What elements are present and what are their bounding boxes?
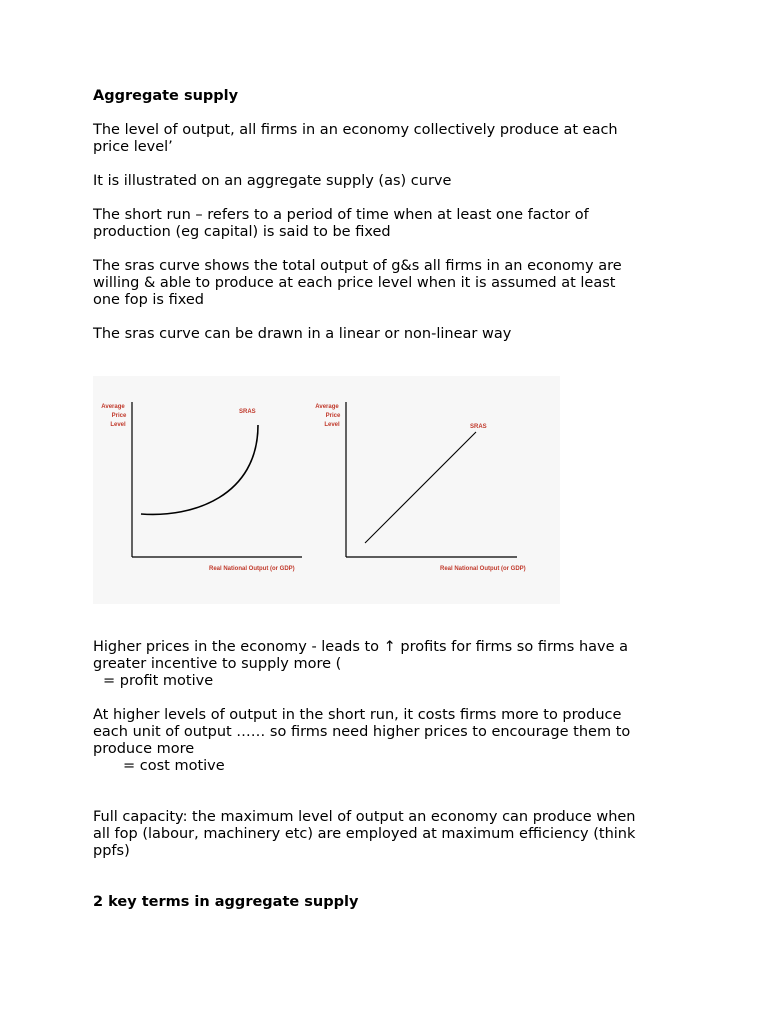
right-sras-label: SRAS xyxy=(470,424,487,430)
full-capacity-line-3: ppfs) xyxy=(93,843,130,859)
short-run-line-1: The short run – refers to a period of time when at least one factor of xyxy=(93,207,589,223)
left-y-label-2: Price xyxy=(111,413,127,419)
left-y-label-1: Average xyxy=(101,404,125,410)
higher-prices-line-1: Higher prices in the economy - leads to ↑ profits for firms so firms have a xyxy=(93,639,629,655)
right-y-label-3: Level xyxy=(324,422,340,428)
sras-line-1: The sras curve shows the total output of g&s all firms in an economy are xyxy=(93,258,622,274)
left-sras-label: SRAS xyxy=(239,409,256,415)
cost-line-1: At higher levels of output in the short run, it costs firms more to produce xyxy=(93,707,622,723)
page-title: Aggregate supply xyxy=(93,88,239,104)
full-capacity-line-2: all fop (labour, machinery etc) are employed at maximum efficiency (think xyxy=(93,826,636,842)
right-sras-line xyxy=(365,432,476,543)
drawn-text: The sras curve can be drawn in a linear or non-linear way xyxy=(93,326,512,342)
definition-line-1: The level of output, all firms in an economy collectively produce at each xyxy=(93,122,618,138)
illustrated-text: It is illustrated on an aggregate supply (as) curve xyxy=(93,173,452,189)
cost-motive: = cost motive xyxy=(123,758,225,774)
profit-motive: = profit motive xyxy=(103,673,214,689)
cost-line-2: each unit of output …… so firms need higher prices to encourage them to xyxy=(93,724,631,740)
sras-line-2: willing & able to produce at each price level when it is assumed at least xyxy=(93,275,616,291)
cost-line-3: produce more xyxy=(93,741,195,757)
right-y-label-2: Price xyxy=(325,413,341,419)
left-sras-curve xyxy=(141,425,258,514)
right-x-label: Real National Output (or GDP) xyxy=(440,566,526,572)
definition-line-2: price level’ xyxy=(93,139,173,155)
sras-line-3: one fop is fixed xyxy=(93,292,204,308)
linear-sras-chart xyxy=(315,402,525,572)
sras-diagrams xyxy=(93,376,560,604)
full-capacity-line-1: Full capacity: the maximum level of output an economy can produce when xyxy=(93,809,636,825)
right-y-label-1: Average xyxy=(315,404,339,410)
key-terms-heading: 2 key terms in aggregate supply xyxy=(93,894,359,910)
left-y-label-3: Level xyxy=(110,422,126,428)
higher-prices-line-2: greater incentive to supply more ( xyxy=(93,656,342,672)
short-run-line-2: production (eg capital) is said to be fixed xyxy=(93,224,391,240)
left-x-label: Real National Output (or GDP) xyxy=(209,566,295,572)
nonlinear-sras-chart xyxy=(101,402,302,572)
